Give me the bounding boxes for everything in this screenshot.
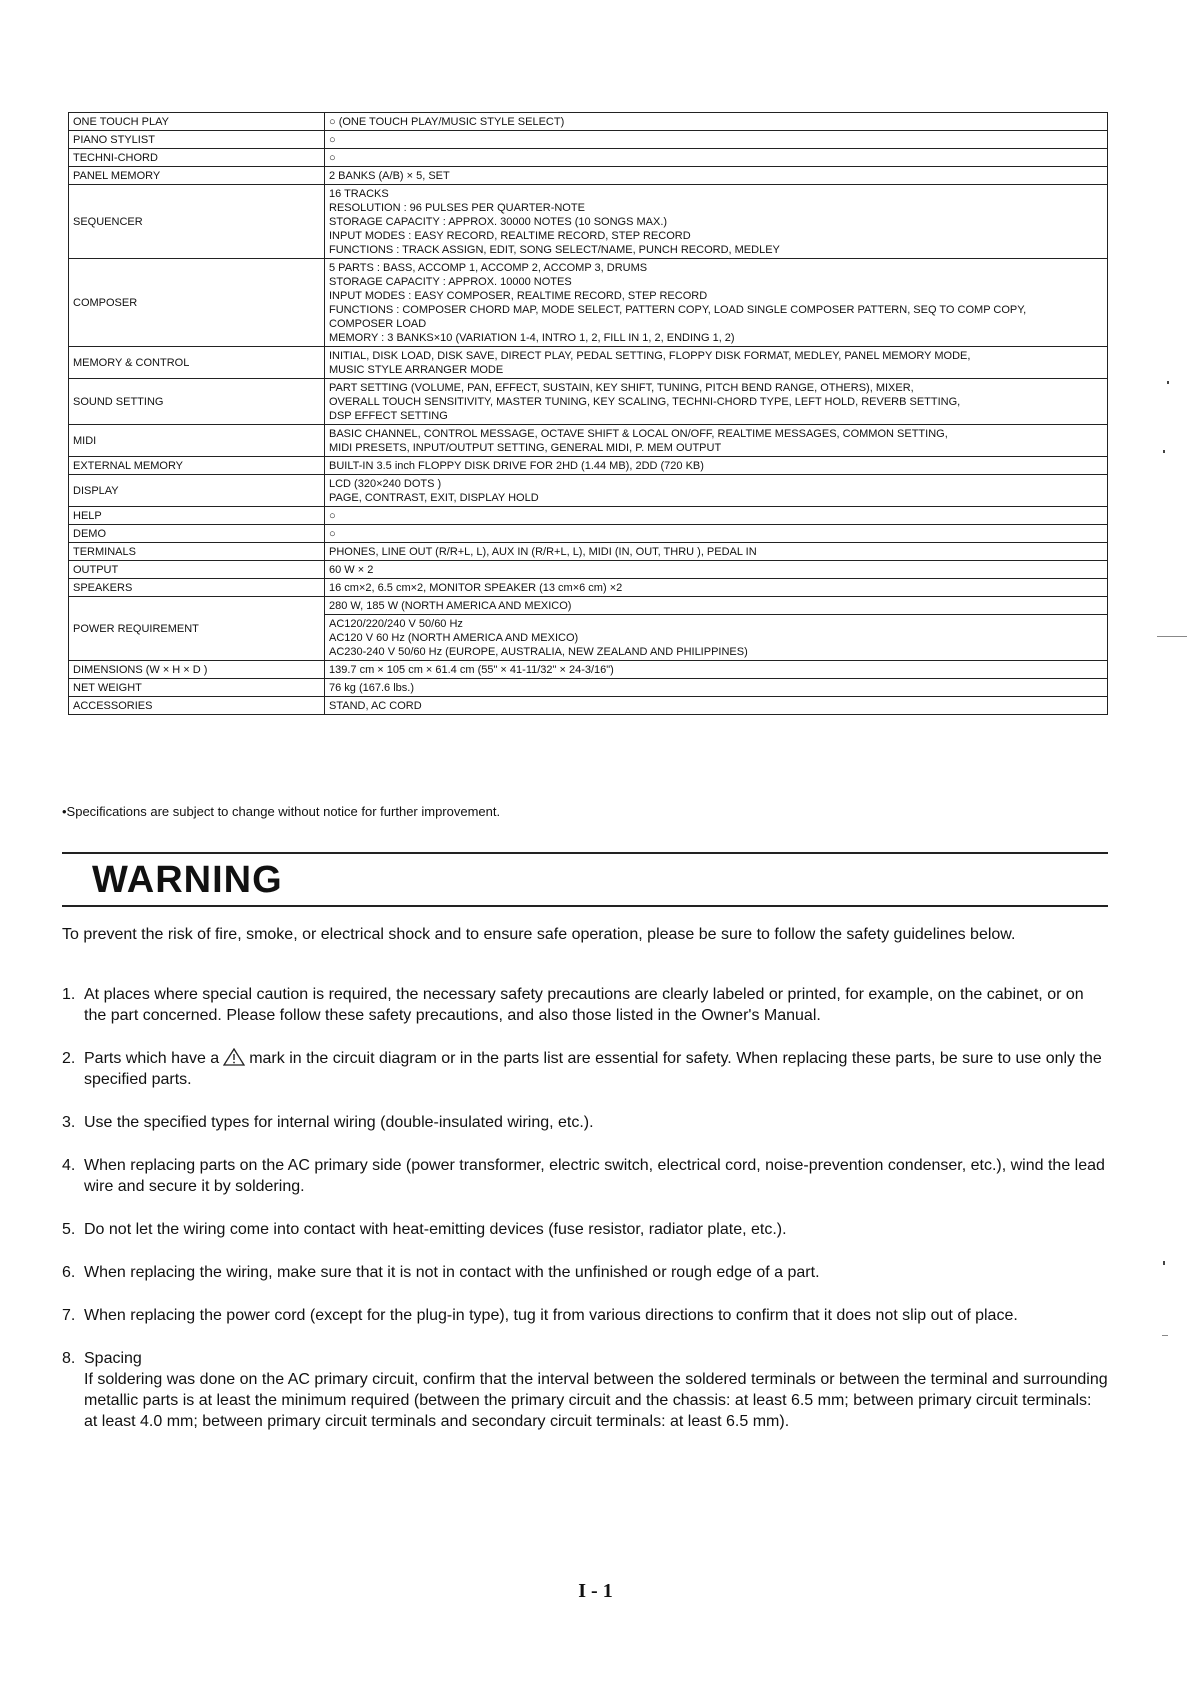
spec-value: PHONES, LINE OUT (R/R+L, L), AUX IN (R/R+L, L), MIDI (IN, OUT, THRU ), PEDAL IN: [325, 543, 1108, 561]
guideline-number: 1.: [62, 986, 76, 1003]
guideline-text-before: Parts which have a: [84, 1050, 220, 1067]
spec-row: [69, 507, 1108, 525]
spec-row: [69, 579, 1108, 597]
guideline-number: 2.: [62, 1050, 76, 1067]
guideline-text: If soldering was done on the AC primary circuit, confirm that the interval between the soldered terminals or between the terminal and surrounding metallic parts is at least the minimum required (between the primary circuit and the chassis: at least 6.5 mm; between primary circuit terminals: at least 4.0 mm; between primary circuit terminals and secondary circuit terminals: at least 6.5 mm).: [84, 1371, 1108, 1430]
spec-row: [69, 679, 1108, 697]
guideline-text: At places where special caution is required, the necessary safety precautions are clearly labeled or printed, for example, on the cabinet, or on the part concerned. Please follow these safety precautions, and also those listed in the Owner's Manual.: [84, 986, 1084, 1024]
spec-label: NET WEIGHT: [69, 679, 325, 697]
guideline-item: [62, 1305, 1108, 1326]
spec-label: ACCESSORIES: [69, 697, 325, 715]
spec-value: 60 W × 2: [325, 561, 1108, 579]
spec-label: TERMINALS: [69, 543, 325, 561]
spec-value: ○ (ONE TOUCH PLAY/MUSIC STYLE SELECT): [325, 113, 1108, 131]
guideline-text: Do not let the wiring come into contact with heat-emitting devices (fuse resistor, radiator plate, etc.).: [84, 1221, 787, 1238]
warning-top-rule: [62, 852, 1108, 854]
spec-label: DEMO: [69, 525, 325, 543]
spec-label: MIDI: [69, 425, 325, 457]
specifications-table: [68, 112, 1108, 715]
spec-value: INITIAL, DISK LOAD, DISK SAVE, DIRECT PLAY, PEDAL SETTING, FLOPPY DISK FORMAT, MEDLEY, PANEL MEMORY MODE, MUSIC STYLE ARRANGER MODE: [325, 347, 1108, 379]
guideline-text: When replacing the wiring, make sure that it is not in contact with the unfinished or rough edge of a part.: [84, 1264, 820, 1281]
spec-value: BASIC CHANNEL, CONTROL MESSAGE, OCTAVE SHIFT & LOCAL ON/OFF, REALTIME MESSAGES, COMMON SETTING, MIDI PRESETS, INPUT/OUTPUT SETTING, GENERAL MIDI, P. MEM OUTPUT: [325, 425, 1108, 457]
spec-value: 16 cm×2, 6.5 cm×2, MONITOR SPEAKER (13 cm×6 cm) ×2: [325, 579, 1108, 597]
guideline-number: 8.: [62, 1350, 76, 1367]
spec-value: STAND, AC CORD: [325, 697, 1108, 715]
spec-row: [69, 131, 1108, 149]
guideline-number: 6.: [62, 1264, 76, 1281]
spec-value: 2 BANKS (A/B) × 5, SET: [325, 167, 1108, 185]
guideline-heading: Spacing: [84, 1350, 142, 1367]
spec-row: [69, 475, 1108, 507]
spec-row: [69, 185, 1108, 259]
guideline-item: [62, 984, 1108, 1026]
spec-row: [69, 543, 1108, 561]
guideline-item: [62, 1048, 1108, 1090]
spec-row: [69, 379, 1108, 425]
spec-row: [69, 259, 1108, 347]
spec-value: 16 TRACKS RESOLUTION : 96 PULSES PER QUARTER-NOTE STORAGE CAPACITY : APPROX. 30000 NOTES (10 SONGS MAX.) INPUT MODES : EASY RECORD, REALTIME RECORD, STEP RECORD FUNCTIONS : TRACK ASSIGN, EDIT, SONG SELECT/NAME, PUNCH RECORD, MEDLEY: [325, 185, 1108, 259]
scan-speck: [1163, 450, 1165, 453]
spec-value: 76 kg (167.6 lbs.): [325, 679, 1108, 697]
guideline-number: 7.: [62, 1307, 76, 1324]
spec-value: ○: [325, 525, 1108, 543]
spec-row: [69, 561, 1108, 579]
guideline-text: When replacing the power cord (except for the plug-in type), tug it from various directions to confirm that it does not slip out of place.: [84, 1307, 1018, 1324]
spec-value: AC120/220/240 V 50/60 Hz AC120 V 60 Hz (NORTH AMERICA AND MEXICO) AC230-240 V 50/60 Hz (EUROPE, AUSTRALIA, NEW ZEALAND AND PHILIPPINES): [325, 615, 1108, 661]
guideline-number: 4.: [62, 1157, 76, 1174]
spec-value: BUILT-IN 3.5 inch FLOPPY DISK DRIVE FOR 2HD (1.44 MB), 2DD (720 KB): [325, 457, 1108, 475]
warning-triangle-icon: [223, 1048, 245, 1066]
spec-label: DISPLAY: [69, 475, 325, 507]
spec-label: SOUND SETTING: [69, 379, 325, 425]
specifications-note: •Specifications are subject to change without notice for further improvement.: [62, 804, 501, 819]
spec-row: [69, 347, 1108, 379]
spec-label: PANEL MEMORY: [69, 167, 325, 185]
guideline-number: 3.: [62, 1114, 76, 1131]
guideline-number: 5.: [62, 1221, 76, 1238]
spec-row: [69, 425, 1108, 457]
spec-row: [69, 697, 1108, 715]
spec-label: HELP: [69, 507, 325, 525]
spec-label: EXTERNAL MEMORY: [69, 457, 325, 475]
guideline-item: [62, 1348, 1108, 1432]
spec-label: OUTPUT: [69, 561, 325, 579]
guideline-item: [62, 1112, 1108, 1133]
spec-label: TECHNI-CHORD: [69, 149, 325, 167]
spec-value: ○: [325, 131, 1108, 149]
spec-row: [69, 113, 1108, 131]
spec-label: COMPOSER: [69, 259, 325, 347]
guideline-item: [62, 1155, 1108, 1197]
spec-value: 139.7 cm × 105 cm × 61.4 cm (55" × 41-11/32" × 24-3/16"): [325, 661, 1108, 679]
spec-row: [69, 661, 1108, 679]
spec-row: [69, 167, 1108, 185]
spec-row: [69, 149, 1108, 167]
page-number: I - 1: [578, 1580, 613, 1602]
spec-label: DIMENSIONS (W × H × D ): [69, 661, 325, 679]
safety-guidelines-list: [62, 984, 1108, 1454]
guideline-item: [62, 1219, 1108, 1240]
scan-dash: [1162, 1335, 1168, 1336]
spec-value: PART SETTING (VOLUME, PAN, EFFECT, SUSTAIN, KEY SHIFT, TUNING, PITCH BEND RANGE, OTHERS), MIXER, OVERALL TOUCH SENSITIVITY, MASTER TUNING, KEY SCALING, TECHNI-CHORD TYPE, LEFT HOLD, REVERB SETTING, DSP EFFECT SETTING: [325, 379, 1108, 425]
spec-value: ○: [325, 507, 1108, 525]
spec-value: ○: [325, 149, 1108, 167]
spec-value: 5 PARTS : BASS, ACCOMP 1, ACCOMP 2, ACCOMP 3, DRUMS STORAGE CAPACITY : APPROX. 10000 NOTES INPUT MODES : EASY COMPOSER, REALTIME RECORD, STEP RECORD FUNCTIONS : COMPOSER CHORD MAP, MODE SELECT, PATTERN COPY, LOAD SINGLE COMPOSER PATTERN, SEQ TO COMP COPY, COMPOSER LOAD MEMORY : 3 BANKS×10 (VARIATION 1-4, INTRO 1, 2, FILL IN 1, 2, ENDING 1, 2): [325, 259, 1108, 347]
spec-row: [69, 525, 1108, 543]
scan-speck: [1167, 381, 1169, 384]
spec-label: SEQUENCER: [69, 185, 325, 259]
spec-row: [69, 597, 1108, 615]
spec-row: [69, 457, 1108, 475]
scan-dash: [1157, 636, 1187, 637]
spec-label: MEMORY & CONTROL: [69, 347, 325, 379]
warning-bottom-rule: [62, 905, 1108, 907]
spec-label: POWER REQUIREMENT: [69, 597, 325, 661]
spec-label: SPEAKERS: [69, 579, 325, 597]
guideline-item: [62, 1262, 1108, 1283]
warning-title: WARNING: [92, 859, 283, 901]
spec-label: PIANO STYLIST: [69, 131, 325, 149]
warning-intro: To prevent the risk of fire, smoke, or electrical shock and to ensure safe operation, please be sure to follow the safety guidelines below.: [62, 926, 1016, 943]
specifications-table-body: [69, 113, 1108, 715]
spec-label: ONE TOUCH PLAY: [69, 113, 325, 131]
guideline-text-after: mark in the circuit diagram or in the parts list are essential for safety. When replacing these parts, be sure to use only the specified parts.: [84, 1050, 1102, 1088]
spec-value: LCD (320×240 DOTS ) PAGE, CONTRAST, EXIT, DISPLAY HOLD: [325, 475, 1108, 507]
scan-speck: [1163, 1261, 1165, 1265]
spec-value: 280 W, 185 W (NORTH AMERICA AND MEXICO): [325, 597, 1108, 615]
guideline-text: Use the specified types for internal wiring (double-insulated wiring, etc.).: [84, 1114, 594, 1131]
guideline-text: When replacing parts on the AC primary side (power transformer, electric switch, electrical cord, noise-prevention condenser, etc.), wind the lead wire and secure it by soldering.: [84, 1157, 1105, 1195]
